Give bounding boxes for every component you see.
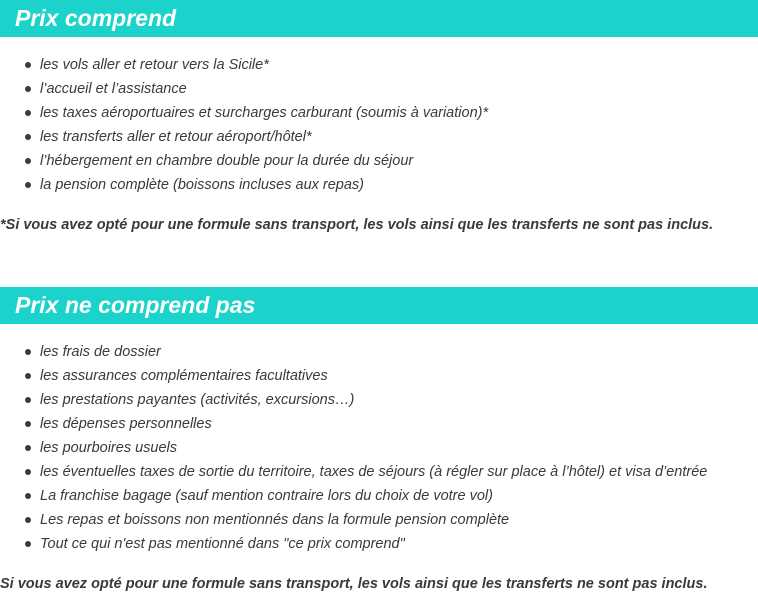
- bullet-icon: [25, 134, 31, 140]
- bullet-icon: [25, 373, 31, 379]
- list-item: [0, 340, 707, 364]
- list-item: [0, 508, 707, 532]
- list-item: [0, 149, 488, 173]
- excluded-list: [0, 340, 707, 556]
- included-footnote: *Si vous avez opté pour une formule sans transport, les vols ainsi que les transferts ne sont pas inclus.: [0, 217, 714, 233]
- list-item-text: les dépenses personnelles: [40, 416, 212, 432]
- bullet-icon: [25, 397, 31, 403]
- list-item: [0, 388, 707, 412]
- included-section-title: Prix comprend: [15, 5, 177, 31]
- excluded-footnote: Si vous avez opté pour une formule sans transport, les vols ainsi que les transferts ne sont pas inclus.: [0, 576, 708, 592]
- list-item-text: La franchise bagage (sauf mention contraire lors du choix de votre vol): [40, 488, 493, 504]
- list-item-text: l’hébergement en chambre double pour la durée du séjour: [40, 153, 414, 169]
- list-item-text: les vols aller et retour vers la Sicile*: [40, 57, 269, 73]
- list-item-text: les frais de dossier: [40, 344, 161, 360]
- bullet-icon: [25, 445, 31, 451]
- bullet-icon: [25, 469, 31, 475]
- bullet-icon: [25, 493, 31, 499]
- list-item: [0, 101, 488, 125]
- list-item-text: les pourboires usuels: [40, 440, 178, 456]
- list-item-text: la pension complète (boissons incluses aux repas): [40, 177, 365, 193]
- bullet-icon: [25, 110, 31, 116]
- list-item-text: les taxes aéroportuaires et surcharges carburant (soumis à variation)*: [40, 105, 489, 121]
- list-item-text: l’accueil et l’assistance: [40, 81, 187, 97]
- list-item: [0, 125, 488, 149]
- bullet-icon: [25, 182, 31, 188]
- list-item-text: Tout ce qui n'est pas mentionné dans "ce prix comprend": [40, 536, 405, 552]
- list-item: [0, 460, 707, 484]
- excluded-section-title: Prix ne comprend pas: [15, 292, 256, 318]
- excluded-section-header: [0, 287, 758, 324]
- bullet-icon: [25, 517, 31, 523]
- list-item: [0, 484, 707, 508]
- list-item-text: les assurances complémentaires facultatives: [40, 368, 328, 384]
- bullet-icon: [25, 541, 31, 547]
- list-item: [0, 532, 707, 556]
- bullet-icon: [25, 158, 31, 164]
- included-section-header: [0, 0, 758, 37]
- bullet-icon: [25, 62, 31, 68]
- included-list: [0, 53, 488, 197]
- list-item: [0, 436, 707, 460]
- bullet-icon: [25, 349, 31, 355]
- list-item-text: les éventuelles taxes de sortie du territoire, taxes de séjours (à régler sur place à l’hôtel) et visa d’entrée: [40, 464, 708, 480]
- list-item: [0, 364, 707, 388]
- list-item-text: les prestations payantes (activités, excursions…): [40, 392, 355, 408]
- list-item: [0, 412, 707, 436]
- bullet-icon: [25, 86, 31, 92]
- bullet-icon: [25, 421, 31, 427]
- list-item-text: les transferts aller et retour aéroport/hôtel*: [40, 129, 312, 145]
- list-item-text: Les repas et boissons non mentionnés dans la formule pension complète: [40, 512, 510, 528]
- list-item: [0, 53, 488, 77]
- list-item: [0, 173, 488, 197]
- list-item: [0, 77, 488, 101]
